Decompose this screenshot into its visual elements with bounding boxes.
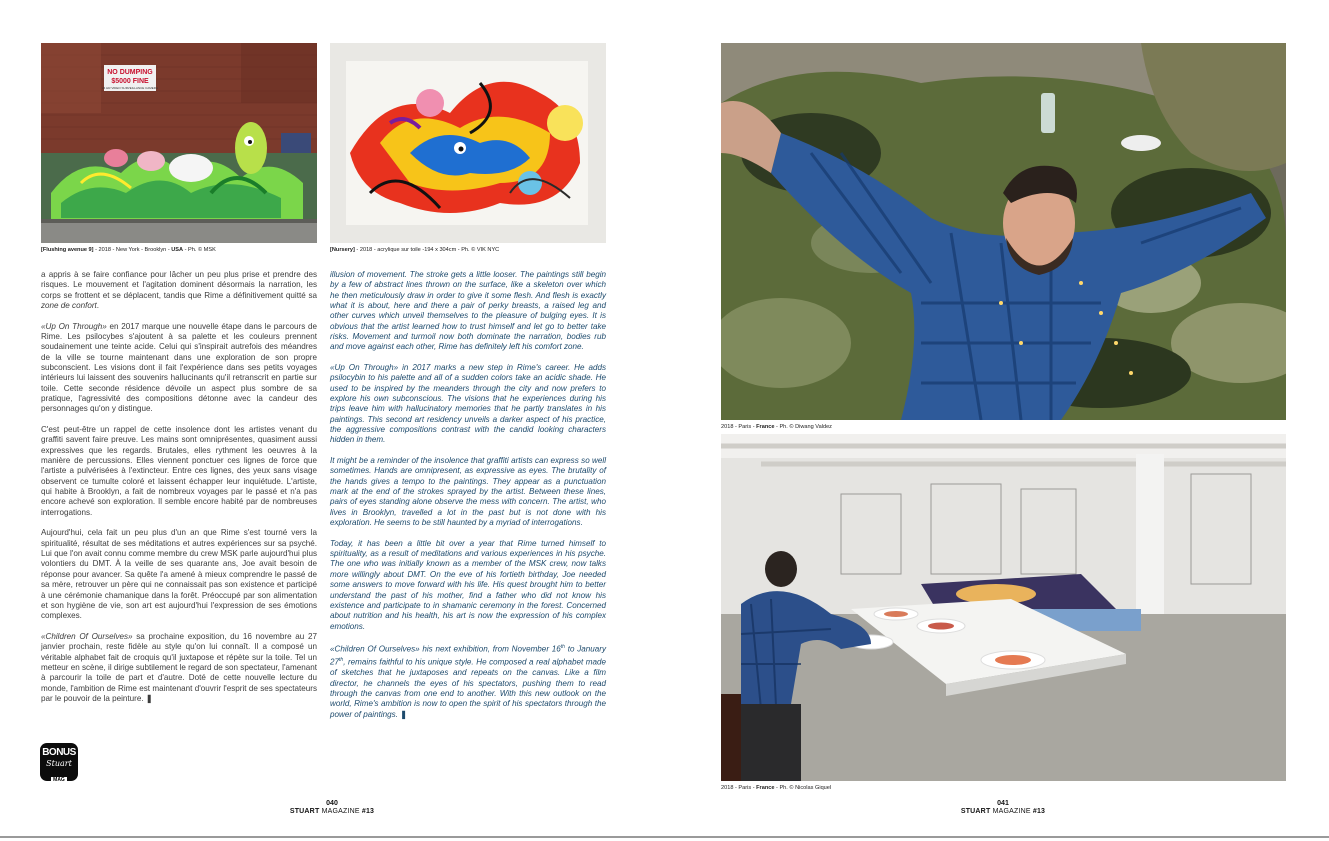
- svg-text:24 HR VIDEO SURVEILLANCE CAMER: 24 HR VIDEO SURVEILLANCE CAMERA: [102, 86, 158, 90]
- bonus-tag: MAG: [53, 777, 65, 781]
- paragraph: It might be a reminder of the insolence that graffiti artists can express so well sometimes. Hands are omnipresent, as expressive as eyes. The brutality of the hands gives a tempo to the paintings. They appear as a punctuation mark at the end of the strokes sprayed by the artist. Between these lines, pairs of eyes standing alone observe the mess with concern. The artist, who lives in Brooklyn, travelled a lot in the past but is not done with his exploration. He seems to be still haunted by a myriad of interrogations.: [330, 456, 606, 528]
- svg-text:NO DUMPING: NO DUMPING: [107, 69, 153, 76]
- paragraph: «Children Of Ourselves» sa prochaine exposition, du 16 novembre au 27 janvier prochain, reste fidèle au style qu'on lui connaît. Il a composé un véritable alphabet fait de croquis qu'il juxtapose et répète sur la toile. Tel un metteur en scène, il dirige subtilement le regard de son spectateur, l'amenant à parcourir la toile de part et d'autre. Doté de cette nouvelle lecture du monde, l'ambition de Rime est maintenant d'ouvrir l'esprit de ses spectateurs par le pouvoir de la peinture. ❚: [41, 631, 317, 703]
- portrait-photo-top: [721, 43, 1286, 420]
- photo-caption-flushing: [41, 247, 216, 253]
- left-page: [0, 0, 664, 841]
- caption-text: - 2018 - New York - Brooklyn -: [93, 247, 172, 253]
- caption-title: [Flushing avenue 9]: [41, 247, 94, 253]
- studio-photo-bottom: [721, 434, 1286, 781]
- photo-caption-nursery: [330, 247, 499, 253]
- caption-country: USA: [171, 247, 184, 253]
- caption-title: [Nursery]: [330, 247, 355, 253]
- caption-credit: - Ph. © MSK: [183, 247, 216, 253]
- article-column-english: [330, 270, 606, 730]
- paragraph: C'est peut-être un rappel de cette insolence dont les artistes venant du graffiti savent faire preuve. Les mains sont omniprésentes, quasiment aussi expressives que les regards. Brutales, elles rythment les oeuvres à la manière de percussions. Elles viennent ponctuer ces lignes de force que l'artiste a pulvérisées à l'extincteur. Entre ces lignes, des yeux sans visage observent ce tumulte coloré et laissent échapper leur inquiétude. L'artiste, qui habite à Brooklyn, a fait de nombreux voyages par le passé et n'a pas encore achevé son exploration. Il semble encore habité par de nombreuses interrogations.: [41, 425, 317, 517]
- page-folio-right: [903, 800, 1103, 816]
- paragraph: Today, it has been a little bit over a year that Rime turned himself to spirituality, as a result of meditations and various experiences in his psyche. The one who was initially known as a member of the MSK crew, now talks more willingly about DMT. On the eve of his fortieth birthday, Joe needed some answers to move forward with his life. His quest brought him to better understand the past of his mother, find a father who did not know his existence and participate to in shamanic ceremony in the forest. Concerned about nutrition and his health, his art is now the expression of his complex emotions.: [330, 538, 606, 631]
- magazine-name: STUART MAGAZINE #13: [960, 808, 1046, 815]
- paragraph: Aujourd'hui, cela fait un peu plus d'un an que Rime s'est tourné vers la spiritualité, résultat de ses méditations et autres expériences sur sa psyché. Lui que l'on avait connu comme membre du crew MSK parle aujourd'hui plus volontiers du DMT. À la veille de ses quarante ans, Joe avait besoin de réponse pour avancer. Sa quête l'a amené à mieux comprendre le passé de sa mère, retrouver un père qui ne connaissait pas son existence et participé à une cérémonie chamanique dans la forêt. Préoccupé par son alimentation et son hygiène de vie, son art est aujourd'hui l'expression de ses émotions complexes.: [41, 528, 317, 621]
- right-page: [664, 0, 1329, 841]
- end-mark: ❚: [400, 709, 407, 719]
- paragraph: illusion of movement. The stroke gets a little looser. The paintings still begin by a few of abstract lines thrown on the surface, like a skeleton over which he then meticulously draw in order to give it some flesh. And flesh is exactly what it is about, here and there a pair of perky breasts, a raised leg and other curves which unveil themselves to the pleasure of bulging eyes. It is obvious that the artist learned how to trust himself and let go to better take risks. Movement and turmoil now both dominate the narration, bodies rub and move against each other, Rime has definitely left his comfort zone.: [330, 270, 606, 352]
- bonus-label: BONUS: [42, 747, 76, 758]
- end-mark: ❚: [145, 693, 153, 703]
- page-bottom-divider: [0, 836, 1329, 838]
- photo-caption-bottom: 2018 - Paris - France - Ph. © Nicolas Giquel: [721, 785, 832, 791]
- page-number: 041: [997, 800, 1009, 807]
- photo-caption-top: 2018 - Paris - France - Ph. © Diwang Valdez: [721, 424, 832, 430]
- caption-text: - 2018 - acrylique sur toile -194 x 304cm - Ph. © VIK NYC: [354, 247, 500, 253]
- bonus-brand: Stuart: [46, 759, 72, 768]
- magazine-name: STUART MAGAZINE #13: [289, 808, 375, 815]
- page-number: 040: [326, 800, 338, 807]
- svg-text:$5000 FINE: $5000 FINE: [111, 78, 149, 85]
- graffiti-wall-photo: [41, 43, 317, 243]
- paragraph: «Children Of Ourselves» his next exhibition, from November 16th to January 27th, remains faithful to his unique style. He composed a real alphabet made of sketches that he juxtaposes and repeats on the canvas. Like a film director, he channels the eyes of his spectators, pushing them to read through the canvas from one end to another. With this new outlook on the world, Rime's ambition is now to open the spirit of his spectators through the power of paintings. ❚: [330, 644, 606, 719]
- article-column-french: [41, 270, 317, 715]
- bonus-badge-icon[interactable]: [40, 743, 78, 781]
- nursery-painting-photo: [330, 43, 606, 243]
- page-folio-left: [232, 800, 432, 816]
- paragraph: «Up On Through» in 2017 marks a new step in Rime's career. He adds psilocybin to his palette and all of a sudden colors take an acidic shade. He used to be inspired by the meanders through the city and now prefers to explore his own subconscious. The visions that he experiences during his trips leave him with hallucinatory memories that he partly translates in his paintings. This second art residency unveils a darker aspect of his practice, the aggressive compositions contrast with the candid looking characters hidden in them.: [330, 363, 606, 445]
- paragraph: a appris à se faire confiance pour lâcher un peu plus prise et prendre des risques. Le mouvement et l'agitation dominent désormais la narration, les corps se frottent et se déplacent, tandis que Rime a définitivement quitté sa zone de confort.: [41, 270, 317, 311]
- paragraph: «Up On Through» en 2017 marque une nouvelle étape dans le parcours de Rime. Les psilocybes s'ajoutent à sa palette et les couleurs prennent soudainement une teinte acide. Celui qui s'inspirait autrefois des méandres de la ville se tourne maintenant dans une exploration de son propre subconscient. Les visions dont il fait l'expérience dans ses petits voyages intérieurs lui laissent des souvenirs hallucinants qu'il retranscrit en partie sur toile. Cette seconde résidence dévoile un aspect plus sombre de sa pratique, l'agressivité des compositions détonne avec la candeur des personnages qu'on y distingue.: [41, 321, 317, 414]
